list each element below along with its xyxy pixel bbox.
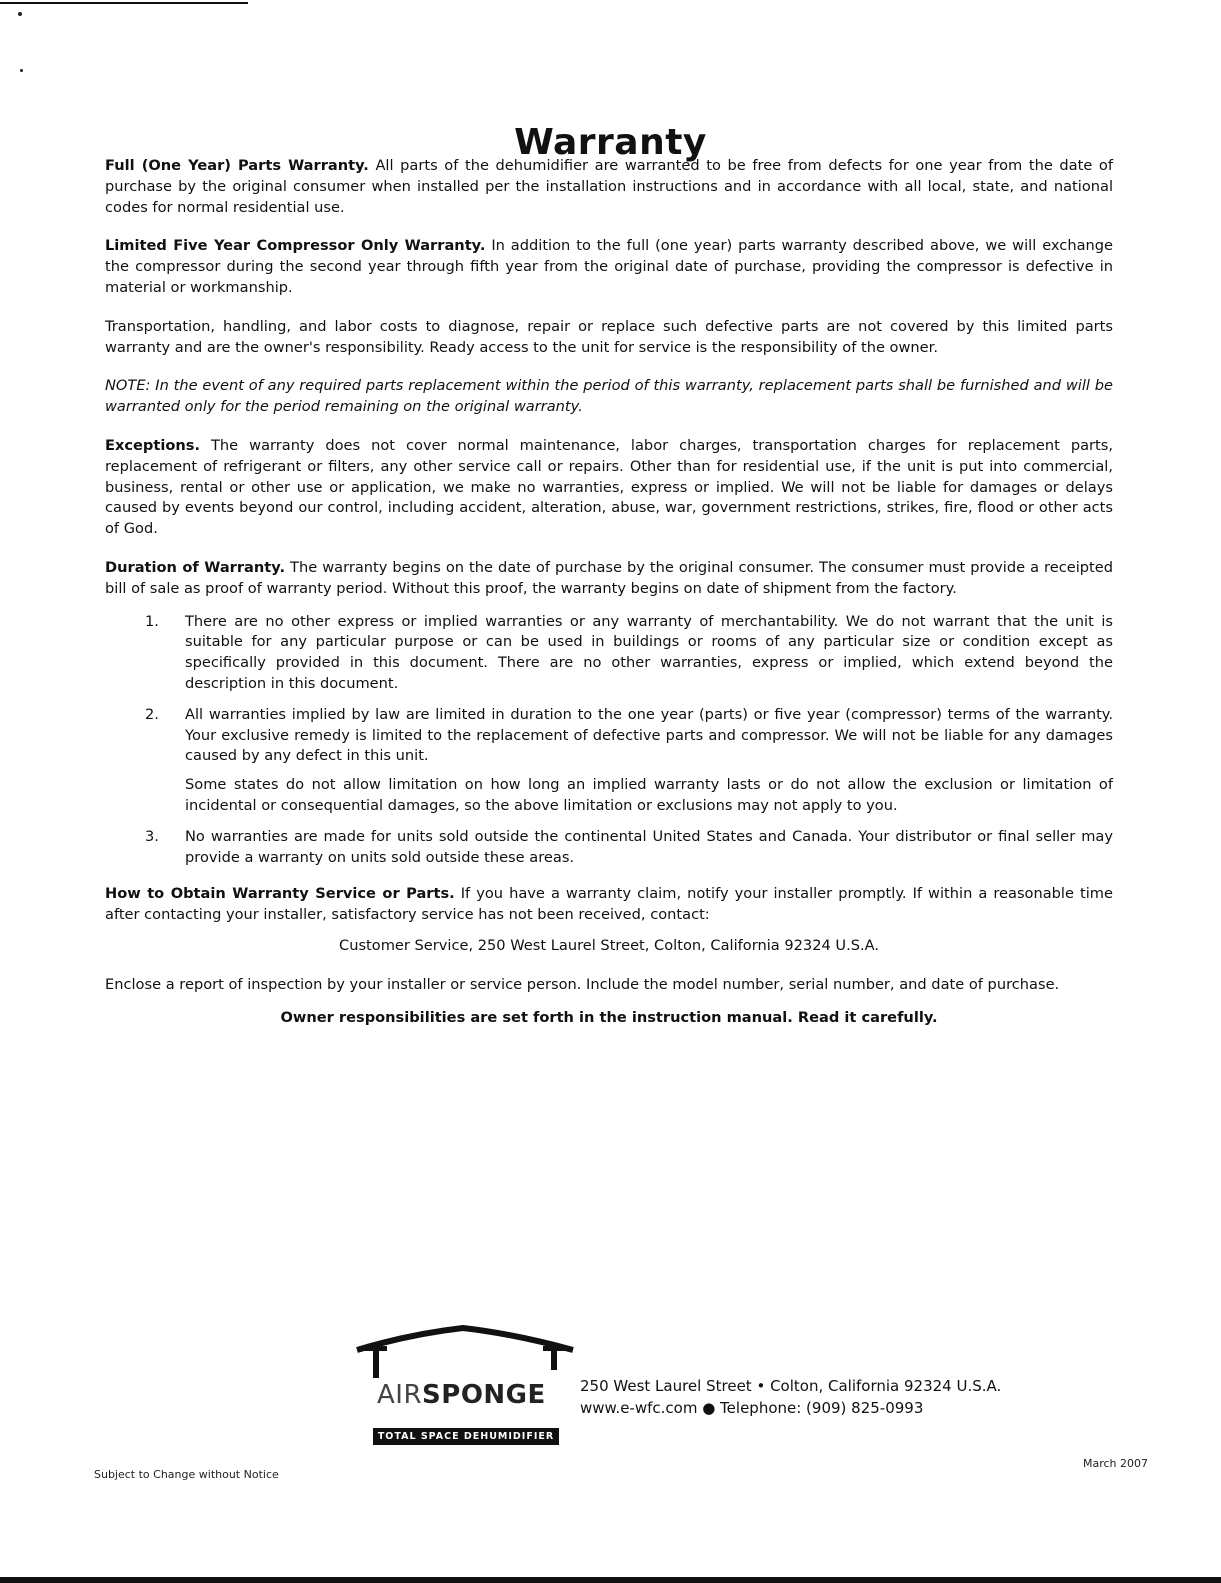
scan-artifact-dot: [18, 12, 22, 16]
compressor-heading: Limited Five Year Compressor Only Warranty.: [105, 237, 486, 255]
footer-notice: Subject to Change without Notice: [94, 1468, 279, 1481]
airsponge-logo: [355, 1320, 575, 1450]
list-item-text: There are no other express or implied warranties or any warranty of merchantability. We do not warrant that the unit is suitable for any particular purpose or can be used in buildings or rooms of any particular size or condition except as specifically provided in this document. There are no other warranties, express or implied, which extend beyond the description in this document.: [185, 612, 1113, 692]
service-heading: How to Obtain Warranty Service or Parts.: [105, 885, 455, 903]
logo-word-air: AIR: [377, 1380, 423, 1410]
roof-icon: [355, 1320, 575, 1380]
scan-bottom-edge: [0, 1577, 1221, 1583]
duration-heading: Duration of Warranty.: [105, 558, 285, 576]
list-item-extra-text: Some states do not allow limitation on how long an implied warranty lasts or do not allow the exclusion or limitation of incidental or consequential damages, so the above limitation or exclusions may not apply to you.: [185, 776, 1113, 814]
list-item-text: No warranties are made for units sold outside the continental United States and Canada. Your distributor or final seller may provide a warranty on units sold outside these areas.: [185, 827, 1113, 866]
warranty-body: [105, 156, 1113, 1046]
closing-statement: Owner responsibilities are set forth in the instruction manual. Read it carefully.: [280, 1008, 938, 1026]
transport-paragraph: Transportation, handling, and labor costs to diagnose, repair or replace such defective parts are not covered by this limited parts warranty and are the owner's responsibility. Ready access to the unit for service is the responsibility of the owner.: [105, 317, 1113, 356]
duration-paragraph: [105, 558, 1113, 600]
full-parts-paragraph: [105, 156, 1113, 218]
exceptions-paragraph: [105, 436, 1113, 540]
list-item-number: 2.: [145, 705, 159, 723]
scan-artifact-dot: [20, 69, 23, 72]
footer-date: March 2007: [1083, 1457, 1149, 1470]
enclose-paragraph: Enclose a report of inspection by your installer or service person. Include the model number, serial number, and date of purchase.: [105, 975, 1060, 993]
full-parts-text: All parts of the dehumidifier are warranted to be free from defects for one year from the date of purchase by the original consumer when installed per the installation instructions and in accordance with all local, state, and national codes for normal residential use.: [105, 157, 1114, 216]
warranty-terms-list: [105, 612, 1113, 869]
compressor-paragraph: [105, 236, 1113, 298]
logo-wordmark: [377, 1380, 546, 1410]
service-text: If you have a warranty claim, notify your installer promptly. If within a reasonable time after contacting your installer, satisfactory service has not been received, contact:: [105, 885, 1113, 924]
list-item-text: All warranties implied by law are limited in duration to the one year (parts) or five year (compressor) terms of the warranty. Your exclusive remedy is limited to the replacement of defective parts and compressor. We will not be liable for any damages caused by any defect in this unit.: [185, 705, 1113, 765]
logo-word-sponge: SPONGE: [422, 1380, 546, 1410]
full-parts-heading: Full (One Year) Parts Warranty.: [105, 157, 369, 174]
list-item: [105, 827, 1113, 869]
company-web-phone: www.e-wfc.com ● Telephone: (909) 825-0993: [580, 1399, 924, 1417]
list-item-number: 1.: [145, 612, 159, 630]
duration-text: The warranty begins on the date of purchase by the original consumer. The consumer must provide a receipted bill of sale as proof of warranty period. Without this proof, the warranty begins on date of shipment from the factory.: [105, 558, 1113, 597]
scan-artifact-rule: [0, 2, 248, 4]
list-item-number: 3.: [145, 827, 159, 845]
list-item: [105, 705, 1113, 817]
logo-tagline: TOTAL SPACE DEHUMIDIFIER: [373, 1428, 559, 1445]
note-paragraph: NOTE: In the event of any required parts replacement within the period of this warranty, replacement parts shall be furnished and will be warranted only for the period remaining on the original warranty.: [105, 377, 1113, 416]
exceptions-text: The warranty does not cover normal maintenance, labor charges, transportation charges for replacement parts, replacement of refrigerant or filters, any other service call or repairs. Other than for residential use, if the unit is put into commercial, business, rental or other use or application, we make no warranties, express or implied. We will not be liable for damages or delays caused by events beyond our control, including accident, alteration, abuse, war, government restrictions, strikes, fire, flood or other acts of God.: [105, 436, 1113, 538]
company-contact: [580, 1375, 1001, 1419]
list-item: [105, 612, 1113, 695]
exceptions-heading: Exceptions.: [105, 436, 201, 454]
compressor-text: In addition to the full (one year) parts warranty described above, we will exchange the compressor during the second year through fifth year from the original date of purchase, providing the compressor is defective in material or workmanship.: [105, 237, 1113, 296]
page-title: Warranty: [514, 122, 707, 164]
company-address: 250 West Laurel Street • Colton, California 92324 U.S.A.: [580, 1377, 1002, 1395]
customer-service-address: Customer Service, 250 West Laurel Street, Colton, California 92324 U.S.A.: [339, 936, 879, 954]
service-paragraph: [105, 884, 1113, 926]
